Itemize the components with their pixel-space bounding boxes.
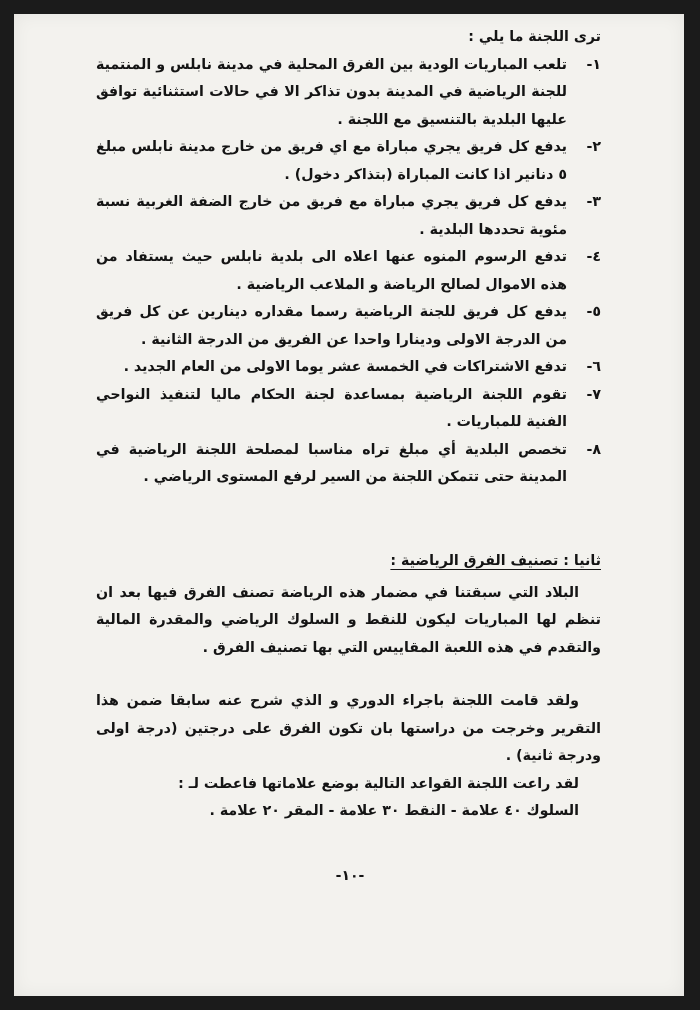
section-heading: ثانيا : تصنيف الفرق الرياضية : [390,553,601,569]
item-text: يدفع كل فريق يجري مباراة مع اي فريق من خارج مدينة نابلس مبلغ ٥ دنانير اذا كانت المباراة (بتذاكر دخول) . [96,139,567,183]
criteria-intro: لقد راعت اللجنة القواعد التالية بوضع علاماتها فاعطت لـ : [178,775,579,792]
list-item [96,299,601,354]
page-number: -١٠- [335,868,365,884]
list-item [96,244,601,299]
item-text: تدفع الرسوم المنوه عنها اعلاه الى بلدية نابلس حيث يستفاد من هذه الاموال لصالح الرياضة و الملاعب الرياضية . [96,249,567,293]
team-classification-section [96,548,601,826]
item-text: تقوم اللجنة الرياضية بمساعدة لجنة الحكام ماليا لتنفيذ النواحي الفنية للمباريات . [96,386,567,430]
item-number: ٨- [586,441,601,458]
item-number: ٣- [586,194,601,210]
item-number: ١- [586,56,601,73]
criteria-marks: السلوك ٤٠ علامة - النقط ٣٠ علامة - المقر ٢٠ علامة . [209,803,579,819]
list-item [96,189,601,244]
item-number: ٤- [586,249,601,265]
list-item [96,354,601,382]
item-text: يدفع كل فريق يجري مباراة مع فريق من خارج الضفة الغربية نسبة مئوية تحددها البلدية . [96,194,567,238]
paragraph: البلاد التي سبقتنا في مضمار هذه الرياضة تصنف الفرق فيها بعد ان تنظم لها المباريات ليكون للنقط و السلوك الرياضي والمقدرة المالية والتقدم في هذه اللعبة المقاييس التي بها تصنيف الفرق . [96,584,601,656]
item-number: ٧- [586,386,601,403]
item-number: ٢- [586,139,601,155]
item-text: تدفع الاشتراكات في الخمسة عشر يوما الاولى من العام الجديد . [123,359,567,375]
intro-line: ترى اللجنة ما يلي : [468,29,601,45]
item-text: تلعب المباريات الودية بين الفرق المحلية في مدينة نابلس و المنتمية للجنة الرياضية في المدينة بدون تذاكر الا في حالات استثنائية توافق عليها البلدية بالتنسيق مع اللجنة . [96,56,567,128]
list-item [96,52,601,135]
regulation-list [96,52,601,492]
list-item [96,382,601,437]
item-text: يدفع كل فريق للجنة الرياضية رسما مقداره دينارين عن كل فريق من الدرجة الاولى ودينارا واحدا عن الفريق من الدرجة الثانية . [96,304,567,348]
list-item [96,437,601,492]
item-text: تخصص البلدية أي مبلغ تراه مناسبا لمصلحة اللجنة الرياضية في المدينة حتى تتمكن اللجنة من السير لرفع المستوى الرياضي . [96,441,567,485]
regulations-block [96,24,601,492]
item-number: ٥- [586,304,601,320]
item-number: ٦- [586,359,601,375]
paragraph: ولقد قامت اللجنة باجراء الدوري و الذي شرح عنه سابقا ضمن هذا التقرير وخرجت من دراستها بان تكون الفرق على درجتين (درجة اولى ودرجة ثانية) . [96,693,601,764]
list-item [96,134,601,189]
